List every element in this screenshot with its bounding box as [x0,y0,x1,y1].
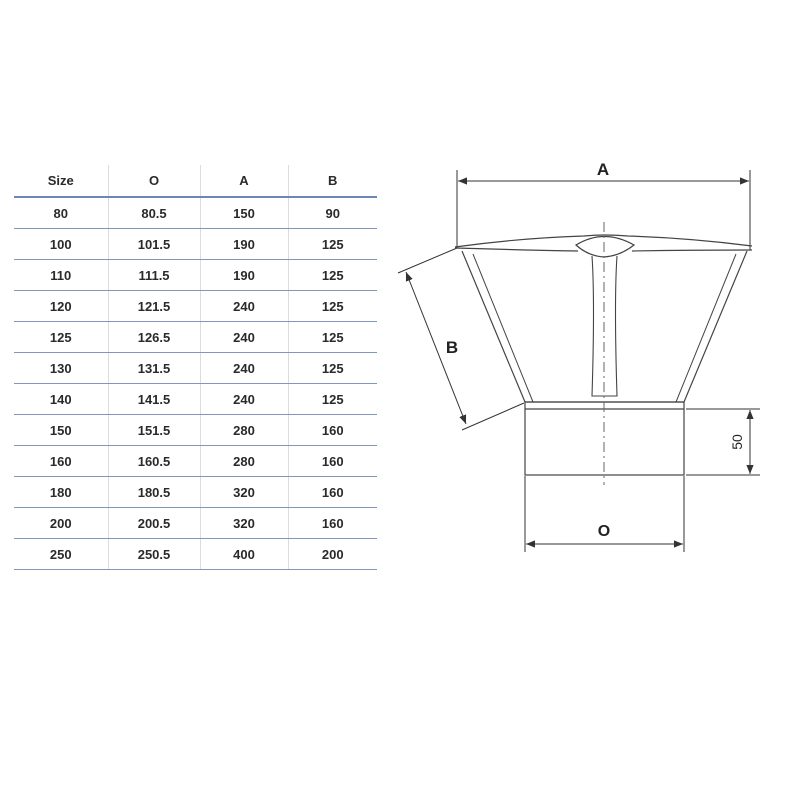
table-cell: 120 [14,291,108,322]
table-cell: 125 [288,322,377,353]
table-cell: 190 [200,229,288,260]
table-cell: 180 [14,477,108,508]
table-cell: 125 [288,291,377,322]
dimension-50 [686,409,760,475]
table-cell: 200 [288,539,377,570]
table-cell: 160 [288,508,377,539]
table-cell: 280 [200,415,288,446]
cone-center-dome [576,237,634,258]
table-cell: 125 [288,260,377,291]
table-cell: 250.5 [108,539,200,570]
table-cell: 240 [200,322,288,353]
table-cell: 190 [200,260,288,291]
table-cell: 111.5 [108,260,200,291]
table-cell: 240 [200,291,288,322]
table-cell: 160 [288,446,377,477]
table-cell: 80 [14,197,108,229]
table-cell: 280 [200,446,288,477]
cap-drawing [455,222,752,485]
table-cell: 160.5 [108,446,200,477]
table-cell: 121.5 [108,291,200,322]
dim-a-label: A [596,160,610,179]
table-cell: 160 [14,446,108,477]
table-cell: 320 [200,477,288,508]
table-cell: 131.5 [108,353,200,384]
table-cell: 180.5 [108,477,200,508]
table-cell: 240 [200,384,288,415]
table-cell: 126.5 [108,322,200,353]
table-cell: 140 [14,384,108,415]
dim-50-label: 50 [729,434,745,450]
cone-left-side [462,251,525,402]
table-cell: 150 [14,415,108,446]
table-cell: 320 [200,508,288,539]
table-cell: 240 [200,353,288,384]
header-a: A [200,165,288,197]
dim-o-label: O [597,523,611,540]
dim-b-label: B [445,338,459,357]
header-b: B [288,165,377,197]
table-cell: 125 [288,229,377,260]
dimension-o [525,476,684,552]
table-cell: 250 [14,539,108,570]
cone-right-side [684,251,747,402]
dimension-b [398,248,524,430]
table-cell: 80.5 [108,197,200,229]
table-cell: 150 [200,197,288,229]
table-cell: 101.5 [108,229,200,260]
cone-right-inner [676,254,736,402]
table-cell: 160 [288,415,377,446]
header-o: O [108,165,200,197]
table-cell: 141.5 [108,384,200,415]
cone-left-inner [473,254,533,402]
table-cell: 90 [288,197,377,229]
table-cell: 200 [14,508,108,539]
table-cell: 110 [14,260,108,291]
table-cell: 100 [14,229,108,260]
table-cell: 160 [288,477,377,508]
dim-b-ext-top [398,248,457,273]
table-cell: 125 [288,384,377,415]
table-cell: 400 [200,539,288,570]
table-cell: 200.5 [108,508,200,539]
table-cell: 125 [14,322,108,353]
dim-b-ext-bottom [462,403,524,430]
header-size: Size [14,165,108,197]
table-cell: 125 [288,353,377,384]
table-cell: 151.5 [108,415,200,446]
table-cell: 130 [14,353,108,384]
